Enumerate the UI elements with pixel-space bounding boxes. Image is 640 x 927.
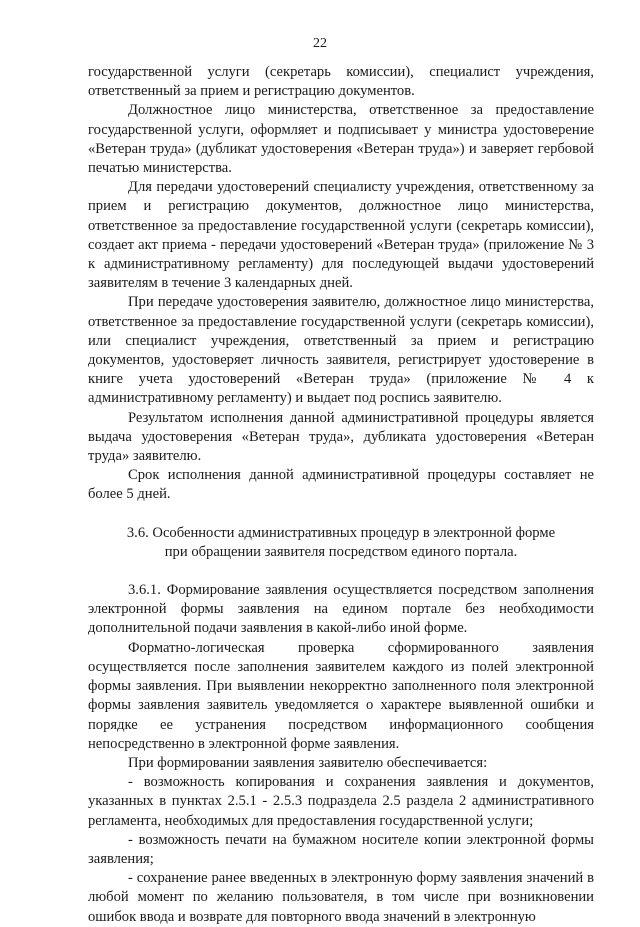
list-item: - возможность печати на бумажном носителе копии электронной формы заявления;	[88, 831, 594, 867]
page-number: 22	[313, 36, 327, 51]
paragraph: Срок исполнения данной административной процедуры составляет не более 5 дней.	[88, 467, 594, 503]
section-heading: 3.6. Особенности административных процедур в электронной форме при обращении заявителя посредством единого портала.	[126, 524, 556, 560]
paragraph: При формировании заявления заявителю обеспечивается:	[128, 754, 488, 771]
document-body	[88, 63, 594, 927]
list-item: - сохранение ранее введенных в электронную форму заявления значений в любой момент по желанию пользователя, в том числе при возникновении ошибок ввода и возврате для повторного ввода значений в электронную	[88, 870, 594, 925]
paragraph: Результатом исполнения данной административной процедуры является выдача удостоверения «Ветеран труда», дубликата удостоверения «Ветеран труда» заявителю.	[88, 409, 594, 465]
paragraph: Для передачи удостоверений специалисту учреждения, ответственному за прием и регистрацию документов, должностное лицо министерства, ответственное за предоставление государственной услуги (секретарь комиссии), создает акт приема - передачи удостоверений «Ветеран труда» (приложение № 3 к административному регламенту) для последующей выдачи удостоверений заявителям в течение 3 календарных дней.	[88, 179, 594, 292]
list-item: - возможность копирования и сохранения заявления и документов, указанных в пунктах 2.5.1 - 2.5.3 подраздела 2.5 раздела 2 административного регламента, необходимых для предоставления государственной услуги;	[88, 774, 594, 829]
paragraph: Должностное лицо министерства, ответственное за предоставление государственной услуги, оформляет и подписывает у министра удостоверение «Ветеран труда» (дубликат удостоверения «Ветеран труда») и заверяет гербовой печатью министерства.	[88, 102, 594, 177]
paragraph: Форматно-логическая проверка сформированного заявления осуществляется после заполнения заявителем каждого из полей электронной формы заявления. При выявлении некорректно заполненного поля электронной формы заявления заявитель уведомляется о характере выявленной ошибки и порядке ее устранения посредством информационного сообщения непосредственно в электронной форме заявления.	[88, 639, 594, 752]
paragraph: При передаче удостоверения заявителю, должностное лицо министерства, ответственное за предоставление государственной услуги (секретарь комиссии), или специалист учреждения, ответственный за прием и регистрацию документов, удостоверяет личность заявителя, регистрирует удостоверение в книге учета удостоверений «Ветеран труда» (приложение № 4 к административному регламенту) и выдает под роспись заявителю.	[88, 294, 594, 407]
paragraph: государственной услуги (секретарь комиссии), специалист учреждения, ответственный за прием и регистрацию документов.	[88, 64, 594, 100]
paragraph: 3.6.1. Формирование заявления осуществляется посредством заполнения электронной формы заявления на едином портале без необходимости дополнительной подачи заявления в какой-либо иной форме.	[88, 582, 594, 637]
